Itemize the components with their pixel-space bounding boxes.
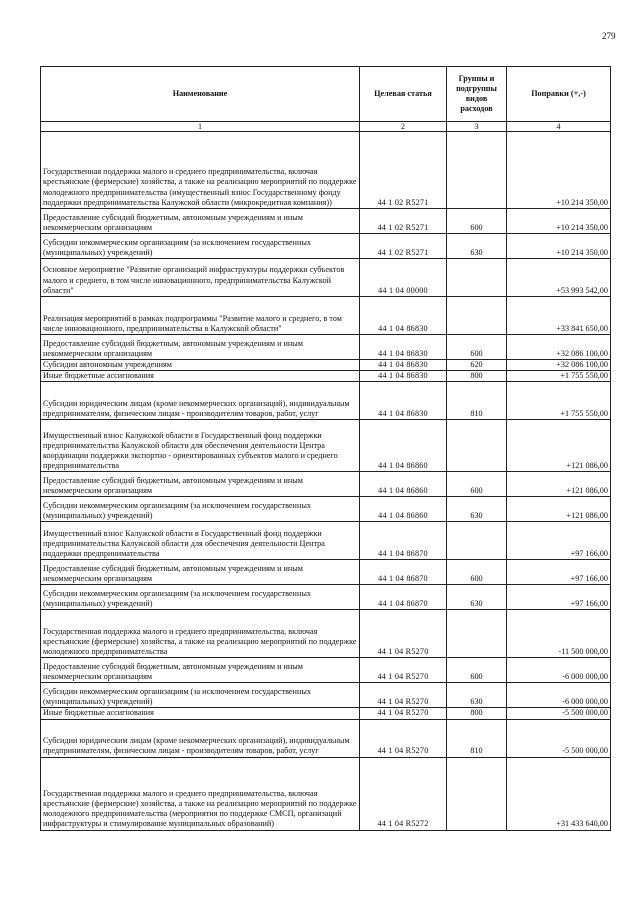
table-row bbox=[41, 382, 611, 420]
row-name: Государственная поддержка малого и среднего предпринимательства, включая крестьянские (фермерские) хозяйства, а также на реализацию мероприятий по поддержке молодежного предпринимательства (имущественный взнос Государственному фонду поддержки предпринимательства Калужской области (микрокредитная компания)) bbox=[41, 132, 360, 209]
row-code: 44 1 04 R5270 bbox=[360, 658, 447, 683]
row-group: 800 bbox=[447, 708, 507, 719]
row-group: 620 bbox=[447, 360, 507, 371]
row-code: 44 1 04 86870 bbox=[360, 522, 447, 560]
row-code: 44 1 04 86870 bbox=[360, 585, 447, 610]
row-code: 44 1 04 86830 bbox=[360, 371, 447, 382]
row-name: Субсидии автономным учреждениям bbox=[41, 360, 360, 371]
row-amount: +1 755 550,00 bbox=[507, 371, 611, 382]
row-code: 44 1 02 R5271 bbox=[360, 234, 447, 259]
column-number: 2 bbox=[360, 122, 447, 132]
row-name: Предоставление субсидий бюджетным, автономным учреждениям и иным некоммерческим организациям bbox=[41, 209, 360, 234]
table-row bbox=[41, 335, 611, 360]
table-row bbox=[41, 497, 611, 522]
row-group: 630 bbox=[447, 497, 507, 522]
row-code: 44 1 04 00000 bbox=[360, 259, 447, 297]
row-amount: +32 086 100,00 bbox=[507, 335, 611, 360]
row-name: Субсидии некоммерческим организациям (за исключением государственных (муниципальных) учреждений) bbox=[41, 497, 360, 522]
row-amount: +1 755 550,00 bbox=[507, 382, 611, 420]
table-row bbox=[41, 420, 611, 472]
row-name: Государственная поддержка малого и среднего предпринимательства, включая крестьянские (фермерские) хозяйства, а также на реализацию мероприятий по поддержке молодежного предпринимательства (мероприятия по поддержке СМСП, организаций инфраструктуры и стимулирование муниципальных образований) bbox=[41, 757, 360, 830]
row-group: 600 bbox=[447, 658, 507, 683]
row-group: 630 bbox=[447, 585, 507, 610]
row-group: 810 bbox=[447, 382, 507, 420]
row-name: Предоставление субсидий бюджетным, автономным учреждениям и иным некоммерческим организациям bbox=[41, 472, 360, 497]
row-group bbox=[447, 132, 507, 209]
row-name: Субсидии юридическим лицам (кроме некоммерческих организаций), индивидуальным предпринимателям, физическим лицам - производителям товаров, работ, услуг bbox=[41, 719, 360, 757]
row-code: 44 1 04 86860 bbox=[360, 420, 447, 472]
row-name: Предоставление субсидий бюджетным, автономным учреждениям и иным некоммерческим организациям bbox=[41, 658, 360, 683]
row-amount: -5 500 000,00 bbox=[507, 708, 611, 719]
row-amount: +121 086,00 bbox=[507, 472, 611, 497]
row-amount: +121 086,00 bbox=[507, 420, 611, 472]
row-group bbox=[447, 757, 507, 830]
row-name: Субсидии юридическим лицам (кроме некоммерческих организаций), индивидуальным предпринимателям, физическим лицам - производителям товаров, работ, услуг bbox=[41, 382, 360, 420]
row-code: 44 1 04 86830 bbox=[360, 297, 447, 335]
row-group: 630 bbox=[447, 683, 507, 708]
row-name: Субсидии некоммерческим организациям (за исключением государственных (муниципальных) учреждений) bbox=[41, 585, 360, 610]
row-name: Имущественный взнос Калужской области в Государственный фонд поддержки предпринимательства Калужской области для обеспечения деятельности Центра поддержки предпринимательства bbox=[41, 522, 360, 560]
row-code: 44 1 04 86870 bbox=[360, 560, 447, 585]
row-amount: +97 166,00 bbox=[507, 522, 611, 560]
column-number: 1 bbox=[41, 122, 360, 132]
table-row bbox=[41, 522, 611, 560]
row-name: Субсидии некоммерческим организациям (за исключением государственных (муниципальных) учреждений) bbox=[41, 234, 360, 259]
row-code: 44 1 04 R5272 bbox=[360, 757, 447, 830]
row-code: 44 1 04 R5270 bbox=[360, 719, 447, 757]
header-row bbox=[41, 67, 611, 122]
header-name: Наименование bbox=[41, 67, 360, 122]
row-code: 44 1 04 86830 bbox=[360, 335, 447, 360]
row-group bbox=[447, 297, 507, 335]
table-row bbox=[41, 683, 611, 708]
table-row bbox=[41, 132, 611, 209]
table-row bbox=[41, 585, 611, 610]
row-group bbox=[447, 522, 507, 560]
row-amount: +10 214 350,00 bbox=[507, 209, 611, 234]
row-group: 630 bbox=[447, 234, 507, 259]
row-group bbox=[447, 420, 507, 472]
table-row bbox=[41, 560, 611, 585]
table-row bbox=[41, 757, 611, 830]
row-name: Государственная поддержка малого и среднего предпринимательства, включая крестьянские (фермерские) хозяйства, а также на реализацию мероприятий по поддержке молодежного предпринимательства bbox=[41, 610, 360, 658]
row-code: 44 1 04 86830 bbox=[360, 382, 447, 420]
row-group: 810 bbox=[447, 719, 507, 757]
table-row bbox=[41, 472, 611, 497]
row-amount: +31 433 640,00 bbox=[507, 757, 611, 830]
table-row bbox=[41, 297, 611, 335]
header-target: Целевая статья bbox=[360, 67, 447, 122]
row-group: 600 bbox=[447, 472, 507, 497]
row-amount: +121 086,00 bbox=[507, 497, 611, 522]
table-row bbox=[41, 708, 611, 719]
table-row bbox=[41, 719, 611, 757]
page-number: 279 bbox=[602, 31, 616, 41]
row-code: 44 1 02 R5271 bbox=[360, 132, 447, 209]
row-amount: +97 166,00 bbox=[507, 585, 611, 610]
row-amount: +33 841 650,00 bbox=[507, 297, 611, 335]
table-header bbox=[41, 67, 611, 132]
row-code: 44 1 04 86860 bbox=[360, 472, 447, 497]
table-row bbox=[41, 209, 611, 234]
row-amount: +10 214 350,00 bbox=[507, 234, 611, 259]
row-group bbox=[447, 610, 507, 658]
row-amount: -6 000 000,00 bbox=[507, 658, 611, 683]
row-group: 600 bbox=[447, 209, 507, 234]
row-amount: -6 000 000,00 bbox=[507, 683, 611, 708]
row-name: Иные бюджетные ассигнования bbox=[41, 371, 360, 382]
table-row bbox=[41, 371, 611, 382]
budget-table bbox=[40, 66, 611, 831]
row-code: 44 1 04 R5270 bbox=[360, 610, 447, 658]
row-code: 44 1 04 R5270 bbox=[360, 708, 447, 719]
header-group: Группы и подгруппы видов расходов bbox=[447, 67, 507, 122]
row-amount: +53 993 542,00 bbox=[507, 259, 611, 297]
table-row bbox=[41, 360, 611, 371]
row-name: Основное мероприятие "Развитие организаций инфраструктуры поддержки субъектов малого и среднего, в том числе инновационного, предпринимательства Калужской области" bbox=[41, 259, 360, 297]
row-name: Иные бюджетные ассигнования bbox=[41, 708, 360, 719]
row-group: 600 bbox=[447, 335, 507, 360]
row-name: Субсидии некоммерческим организациям (за исключением государственных (муниципальных) учреждений) bbox=[41, 683, 360, 708]
row-amount: +97 166,00 bbox=[507, 560, 611, 585]
row-group bbox=[447, 259, 507, 297]
row-code: 44 1 04 86860 bbox=[360, 497, 447, 522]
row-name: Реализация мероприятий в рамках подпрограммы "Развитие малого и среднего, в том числе инновационного, предпринимательства в Калужской области" bbox=[41, 297, 360, 335]
column-number: 4 bbox=[507, 122, 611, 132]
row-code: 44 1 04 86830 bbox=[360, 360, 447, 371]
row-amount: +10 214 350,00 bbox=[507, 132, 611, 209]
table-body bbox=[41, 132, 611, 831]
row-name: Предоставление субсидий бюджетным, автономным учреждениям и иным некоммерческим организациям bbox=[41, 335, 360, 360]
row-code: 44 1 04 R5270 bbox=[360, 683, 447, 708]
column-number: 3 bbox=[447, 122, 507, 132]
table-row bbox=[41, 610, 611, 658]
row-amount: -11 500 000,00 bbox=[507, 610, 611, 658]
header-amend: Поправки (+,-) bbox=[507, 67, 611, 122]
table-row bbox=[41, 234, 611, 259]
row-amount: +32 086 100,00 bbox=[507, 360, 611, 371]
row-name: Предоставление субсидий бюджетным, автономным учреждениям и иным некоммерческим организациям bbox=[41, 560, 360, 585]
row-amount: -5 500 000,00 bbox=[507, 719, 611, 757]
column-number-row bbox=[41, 122, 611, 132]
table-row bbox=[41, 658, 611, 683]
row-name: Имущественный взнос Калужской области в Государственный фонд поддержки предпринимательства Калужской области для обеспечения деятельности Центра координации поддержки экспортно - ориентированных субъектов малого и среднего предпринимательства bbox=[41, 420, 360, 472]
table-row bbox=[41, 259, 611, 297]
row-group: 600 bbox=[447, 560, 507, 585]
row-code: 44 1 02 R5271 bbox=[360, 209, 447, 234]
row-group: 800 bbox=[447, 371, 507, 382]
